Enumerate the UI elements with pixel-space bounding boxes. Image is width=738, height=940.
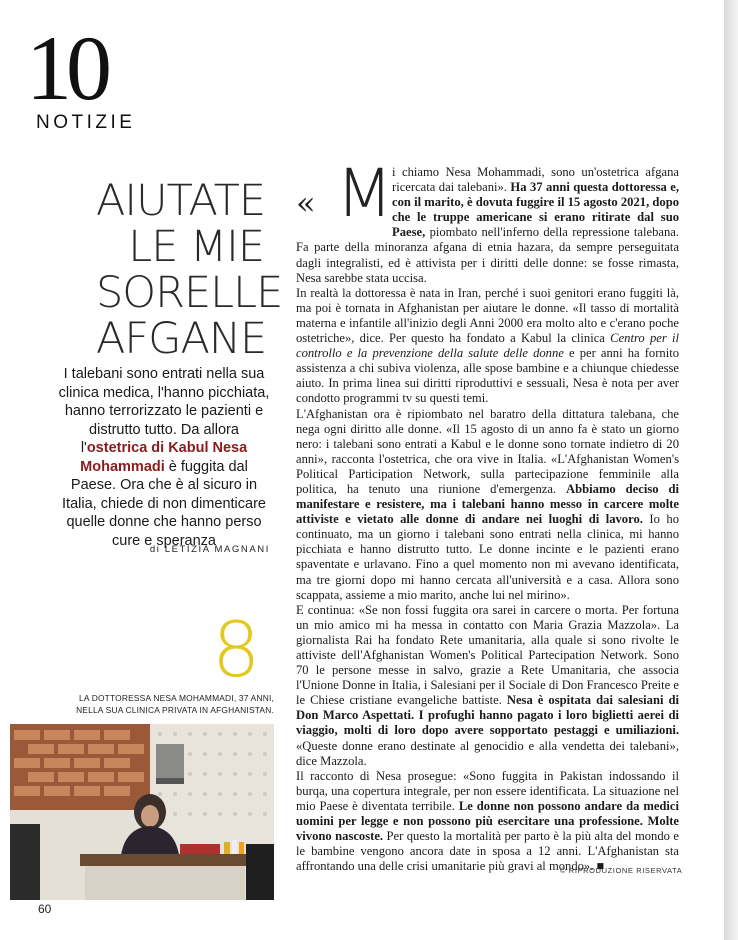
article-text: Io ho continuato, ma un giorno i talebani sono entrati nella clinica, mi hanno picchiata e hanno distrutto tutto. Le donne incinte e le pazienti erano spaventate e urlavano. Fino a quel momento non mi avevano identificata, ma tre giorni dopo mi hanno cercata all'università e a casa. Allora sono scappata, assieme a mio marito, anche lui nel mirino». [296,512,679,602]
article-body [296,155,680,874]
article-paragraph [296,769,679,875]
doctor-photo [10,724,274,900]
headline-line: LE MIE [128,222,264,272]
article-text: «Queste donne erano destinate al genocidio e alla vendetta dei talebani», dice Mazzola. [296,738,679,768]
headline-line: AFGANE [96,314,267,364]
drop-cap-letter: M [336,155,393,232]
standfirst-highlight: ostetrica di Kabul Nesa Mohammadi [80,440,248,475]
article-paragraph [296,155,679,286]
copyright-notice: © RIPRODUZIONE RISERVATA [560,866,683,875]
page-edge [724,0,738,940]
byline: di LETIZIA MAGNANI [149,544,270,555]
article-text: piombato nell'inferno della repressione talebana. Fa parte della minoranza afgana di etnia hazara, da sempre perseguitata dagli integralisti, ed è attivista per i diritti delle donne: se fosse rimasta, Nesa sarebbe stata uccisa. [296,225,679,285]
article-text: e per anni ha fornito assistenza a chi subiva violenza, alle spose bambine e a chiunque chiedesse aiuto. In prima linea sui diritti riproduttivi e sessuali, Nesa è nota per aver condotto programmi tv su questi temi. [296,346,679,406]
page-number: 60 [38,902,52,916]
standfirst-text: I talebani sono entrati nella sua clinica medica, l'hanno picchiata, hanno terrorizzato le pazienti e distrutto tutto. Da allora l' [58,366,270,456]
article-bold: Nesa è ospitata dai salesiani di Don Marco Aspettati. I profughi hanno pagato i loro biglietti aerei di viaggio, molti di loro dopo avere sopportato pestaggi e umiliazioni. [296,693,680,738]
article-paragraph [296,407,679,603]
article-text: Per questo la mortalità per parto è la più alta del mondo e le bambine vengono ancora date in sposa a 12 anni. L'Afghanistan sta affrontando una delle crisi umanitarie più gravi al mondo». ■ [296,829,679,874]
article-text: E continua: «Se non fossi fuggita ora sarei in carcere o morta. Per fortuna un mio amico mi ha messa in contatto con Maria Grazia Mazzola». La giornalista Rai ha fondato Rete umanitaria, alla quale si sono rivolte le attiviste dell'Afghanistan Women's Political Partecipation Network. Sono 70 le persone messe in salvo, grazie a Rete Umanitaria, che associa l'Unione Donne in Italia, i Salesiani per il Sociale di Don Francesco Preite e le Chiese cristiane evangeliche battiste. [296,602,679,708]
article-text: Il racconto di Nesa prosegue: «Sono fuggita in Pakistan indossando il burqa, una copertura integrale, per non essere identificata. La situazione nel mio Paese è diventata terribile. [296,768,679,813]
article-bold: Le donne non possono andare da medici uomini per legge e non possono più esercitare una professione. Molte vivono nascoste. [296,798,680,844]
goal-number: 8 [212,605,261,694]
article-paragraph [296,286,679,407]
article-bold: Abbiamo deciso di manifestare e resistere, ma i talebani hanno messo in carcere molte attiviste e vietato alle donne di andare nei luoghi di lavoro. [296,481,679,527]
headline [96,176,283,364]
standfirst [58,365,270,550]
article-text: L'Afghanistan ora è ripiombato nel baratro della dittatura talebana, che nega ogni diritto alle donne. «Il 15 agosto di un anno fa è stato un giorno nero: i talebani sono entrati a Kabul e le donne sono tornate indietro di 20 anni», racconta l'ostetrica, che ora vive in Italia. «L'Afghanistan Women's Political Participation Network, sulla partecipazione femminile alla politica, ha tenuto una riunione d'emergenza. [296,406,679,496]
section-number: 10 [26,17,106,119]
photo-caption: LA DOTTORESSA NESA MOHAMMADI, 37 ANNI, NELLA SUA CLINICA PRIVATA IN AFGHANISTAN. [76,693,274,715]
article-italic: Centro per il controllo e la prevenzione della salute delle donne [296,331,679,361]
section-name: NOTIZIE [36,112,136,133]
dropcap [296,155,393,232]
standfirst-text: è fuggita dal Paese. Ora che è al sicuro in Italia, chiede di non dimenticare quelle donne che hanno perso cure e speranza [62,458,266,549]
open-quote: « [296,184,316,222]
article-bold: Ha 37 anni questa dottoressa e, con il marito, è dovuta fuggire il 15 agosto 2021, dopo che le truppe americane si erano ritirate dal suo Paese, [392,180,679,240]
clinic-photo-illustration [10,724,274,900]
headline-line: AIUTATE [96,176,266,226]
headline-line: SORELLE [96,268,283,318]
article-paragraph [296,603,679,769]
article-text: i chiamo Nesa Mohammadi, sono un'ostetrica afgana ricercata dai talebani». [392,165,679,195]
article-text: In realtà la dottoressa è nata in Iran, perché i suoi genitori erano fuggiti là, ma poi è tornata in Afghanistan per aiutare le donne. «Il tasso di mortalità materna e infantile all'inizio degli Anni 2000 era molto alto e c'erano poche ostetriche», dice. Per questo ha fondato a Kabul la clinica [296,285,679,346]
